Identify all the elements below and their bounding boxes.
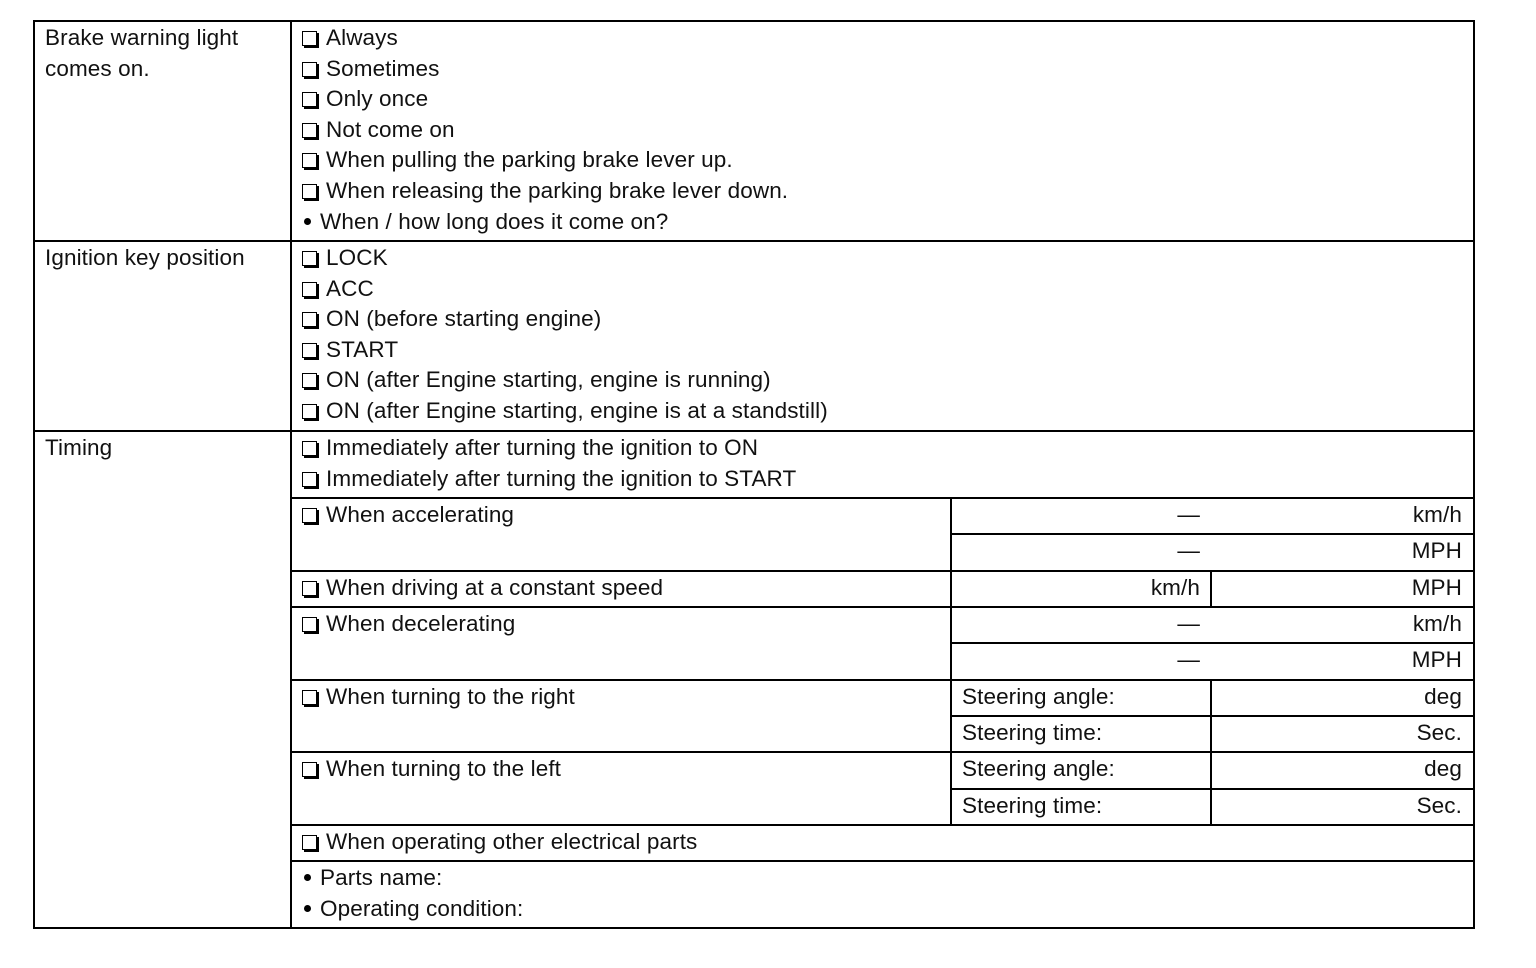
row-divider-ignition bbox=[33, 430, 1475, 432]
row-divider-left-end bbox=[290, 824, 1475, 826]
checkbox[interactable] bbox=[302, 472, 317, 487]
brake-warning-label-line1: Brake warning light bbox=[45, 25, 239, 50]
column-divider-main bbox=[290, 20, 292, 929]
turning-left-steering-time-label: Steering time: bbox=[962, 793, 1103, 818]
checkbox[interactable] bbox=[302, 373, 317, 388]
turning-right-sec-unit[interactable]: Sec. bbox=[1416, 720, 1462, 745]
timing-option-ignition-start[interactable]: Immediately after turning the ignition to START bbox=[302, 464, 796, 495]
ignition-options bbox=[302, 243, 828, 427]
turning-right-steering-angle-label: Steering angle: bbox=[962, 684, 1115, 709]
ignition-option-start[interactable]: START bbox=[302, 335, 828, 366]
ignition-option-lock[interactable]: LOCK bbox=[302, 243, 828, 274]
checkbox[interactable] bbox=[302, 123, 317, 138]
checkbox[interactable] bbox=[302, 508, 317, 523]
brake-option-always[interactable]: Always bbox=[302, 23, 788, 54]
ignition-option-acc[interactable]: ACC bbox=[302, 274, 828, 305]
decelerating-mph-unit[interactable]: MPH bbox=[1411, 647, 1462, 672]
brake-option-pulling-lever[interactable]: When pulling the parking brake lever up. bbox=[302, 145, 788, 176]
bullet-icon bbox=[304, 905, 311, 912]
row-divider-acc-mid bbox=[950, 533, 1475, 535]
checkbox[interactable] bbox=[302, 153, 317, 168]
brake-warning-label-line2: comes on. bbox=[45, 55, 150, 81]
timing-option-turning-left[interactable]: When turning to the left bbox=[302, 754, 561, 785]
row-divider-dec-end bbox=[290, 679, 1475, 681]
decelerating-kmh-unit[interactable]: km/h bbox=[1412, 611, 1462, 636]
ignition-key-label: Ignition key position bbox=[45, 245, 245, 270]
accelerating-kmh-unit[interactable]: km/h bbox=[1412, 502, 1462, 527]
row-divider-acc-end bbox=[290, 570, 1475, 572]
timing-option-ignition-on[interactable]: Immediately after turning the ignition to ON bbox=[302, 433, 796, 464]
timing-option-turning-right[interactable]: When turning to the right bbox=[302, 682, 575, 713]
brake-option-sometimes[interactable]: Sometimes bbox=[302, 54, 788, 85]
checkbox[interactable] bbox=[302, 31, 317, 46]
checkbox[interactable] bbox=[302, 690, 317, 705]
column-divider-constant bbox=[1210, 570, 1212, 607]
checkbox[interactable] bbox=[302, 343, 317, 358]
checkbox[interactable] bbox=[302, 835, 317, 850]
parts-details bbox=[302, 863, 523, 924]
bullet-icon bbox=[304, 218, 311, 225]
brake-question: When / how long does it come on? bbox=[302, 207, 788, 238]
row-divider-electrical-end bbox=[290, 860, 1475, 862]
ignition-option-on-standstill[interactable]: ON (after Engine starting, engine is at a standstill) bbox=[302, 396, 828, 427]
checkbox[interactable] bbox=[302, 251, 317, 266]
checkbox[interactable] bbox=[302, 762, 317, 777]
timing-option-electrical-parts[interactable]: When operating other electrical parts bbox=[302, 827, 697, 858]
timing-option-accelerating[interactable]: When accelerating bbox=[302, 500, 514, 531]
turning-right-deg-unit[interactable]: deg bbox=[1424, 684, 1462, 709]
row-divider-left-mid bbox=[950, 788, 1475, 790]
timing-option-constant-speed[interactable]: When driving at a constant speed bbox=[302, 573, 663, 604]
row-divider-right-end bbox=[290, 751, 1475, 753]
accelerating-mph-dash: — bbox=[1177, 538, 1200, 563]
brake-option-only-once[interactable]: Only once bbox=[302, 84, 788, 115]
operating-condition-field[interactable]: Operating condition: bbox=[302, 894, 523, 925]
row-divider-dec-mid bbox=[950, 642, 1475, 644]
brake-options bbox=[302, 23, 788, 237]
decelerating-kmh-dash: — bbox=[1177, 611, 1200, 636]
row-divider-brake bbox=[33, 240, 1475, 242]
ignition-option-on-running[interactable]: ON (after Engine starting, engine is running) bbox=[302, 365, 828, 396]
row-divider-timing-top bbox=[290, 497, 1475, 499]
brake-option-not-come-on[interactable]: Not come on bbox=[302, 115, 788, 146]
turning-left-steering-angle-label: Steering angle: bbox=[962, 756, 1115, 781]
checkbox[interactable] bbox=[302, 312, 317, 327]
turning-right-steering-time-label: Steering time: bbox=[962, 720, 1103, 745]
checkbox[interactable] bbox=[302, 581, 317, 596]
decelerating-mph-dash: — bbox=[1177, 647, 1200, 672]
checkbox[interactable] bbox=[302, 282, 317, 297]
turning-left-sec-unit[interactable]: Sec. bbox=[1416, 793, 1462, 818]
timing-top-options bbox=[302, 433, 796, 494]
timing-label: Timing bbox=[45, 435, 113, 460]
ignition-option-on-before[interactable]: ON (before starting engine) bbox=[302, 304, 828, 335]
row-divider-right-mid bbox=[950, 715, 1475, 717]
checkbox[interactable] bbox=[302, 404, 317, 419]
column-divider-values bbox=[950, 497, 952, 825]
accelerating-kmh-dash: — bbox=[1177, 502, 1200, 527]
bullet-icon bbox=[304, 874, 311, 881]
row-divider-constant-end bbox=[290, 606, 1475, 608]
turning-left-deg-unit[interactable]: deg bbox=[1424, 756, 1462, 781]
checkbox[interactable] bbox=[302, 184, 317, 199]
checkbox[interactable] bbox=[302, 92, 317, 107]
accelerating-mph-unit[interactable]: MPH bbox=[1411, 538, 1462, 563]
checkbox[interactable] bbox=[302, 617, 317, 632]
constant-speed-kmh-unit[interactable]: km/h bbox=[1150, 575, 1200, 600]
constant-speed-mph-unit[interactable]: MPH bbox=[1411, 575, 1462, 600]
parts-name-field[interactable]: Parts name: bbox=[302, 863, 523, 894]
checkbox[interactable] bbox=[302, 441, 317, 456]
brake-option-releasing-lever[interactable]: When releasing the parking brake lever down. bbox=[302, 176, 788, 207]
checkbox[interactable] bbox=[302, 62, 317, 77]
brake-warning-label bbox=[45, 23, 238, 84]
timing-option-decelerating[interactable]: When decelerating bbox=[302, 609, 515, 640]
